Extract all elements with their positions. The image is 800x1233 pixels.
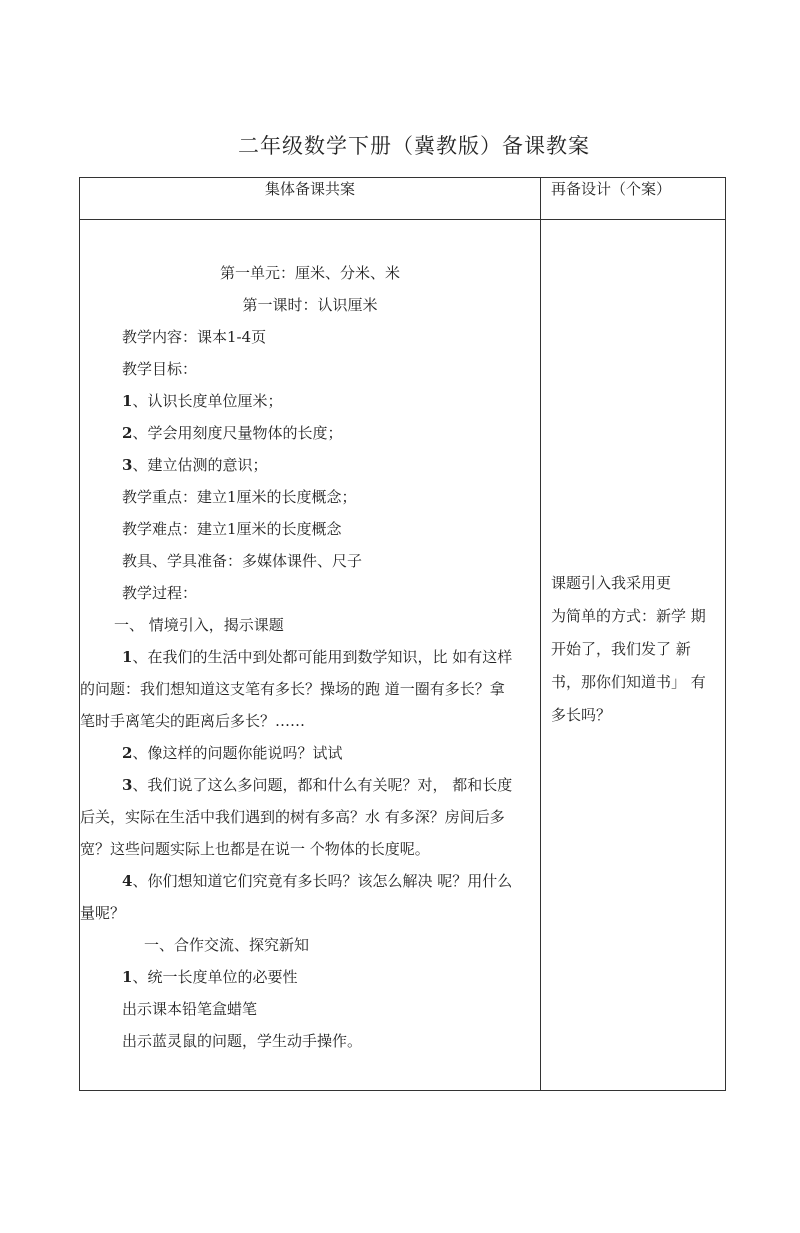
paragraph-4-line-2: 量呢？: [80, 904, 126, 922]
paragraph-1-number: 1: [122, 648, 133, 666]
paragraph-2-text: 、像这样的问题你能说吗？试试: [132, 744, 343, 762]
paragraph-4: [80, 865, 540, 929]
paragraph-1-line-1: 、在我们的生活中到处都可能用到数学知识，比 如有这样: [132, 648, 513, 666]
section-2-item-1-number: 1: [122, 968, 133, 986]
goal-item-2: [80, 417, 540, 449]
lesson-content: [80, 220, 540, 1057]
paragraph-4-number: 4: [122, 872, 133, 890]
paragraph-2: [80, 737, 540, 769]
header-collective-plan: 集体备课共案: [80, 178, 541, 220]
process-label: 教学过程：: [122, 584, 198, 602]
show-problem-line: 出示蓝灵鼠的问题，学生动手操作。: [122, 1032, 363, 1050]
redesign-line-1: 课题引入我采用更: [551, 574, 672, 592]
redesign-line-4: 书，那你们知道书」 有: [551, 673, 706, 691]
goal-1-number: 1: [122, 392, 133, 410]
collective-plan-cell: [80, 220, 541, 1091]
section-heading-2: 一、合作交流、探究新知: [144, 936, 310, 954]
redesign-note: [541, 220, 725, 732]
goal-item-3: [80, 449, 540, 481]
paragraph-1-line-3: 笔时手离笔尖的距离后多长？……: [80, 712, 306, 730]
header-individual-redesign: 再备设计（个案）: [541, 178, 726, 220]
teaching-materials: 教具、学具准备：多媒体课件、尺子: [122, 552, 363, 570]
section-2-item-1: [80, 961, 540, 993]
difficulty-point: 教学难点：建立1厘米的长度概念: [122, 520, 342, 538]
paragraph-3: [80, 769, 540, 865]
teaching-content: 教学内容：课本1-4页: [122, 328, 267, 346]
goal-2-text: 、学会用刻度尺量物体的长度；: [132, 424, 343, 442]
lesson-plan-table: [79, 177, 726, 1091]
goals-label: 教学目标：: [122, 360, 198, 378]
paragraph-3-line-3: 宽？这些问题实际上也都是在说一 个物体的长度呢。: [80, 840, 430, 858]
goal-item-1: [80, 385, 540, 417]
goal-3-number: 3: [122, 456, 133, 474]
unit-heading: 第一单元：厘米、分米、米: [219, 264, 400, 282]
document-title: 二年级数学下册（冀教版）备课教案: [238, 134, 590, 158]
paragraph-4-line-1: 、你们想知道它们究竟有多长吗？该怎么解决 呢？用什么: [132, 872, 513, 890]
redesign-line-5: 多长吗？: [551, 706, 612, 724]
goal-3-text: 、建立估测的意识；: [132, 456, 268, 474]
redesign-line-2: 为简单的方式：新学 期: [551, 607, 706, 625]
key-point: 教学重点：建立1厘米的长度概念；: [122, 488, 357, 506]
paragraph-2-number: 2: [122, 744, 133, 762]
redesign-line-3: 开始了，我们发了 新: [551, 640, 691, 658]
section-heading-1: 一、 情境引入，揭示课题: [114, 616, 284, 634]
period-heading: 第一课时：认识厘米: [242, 296, 378, 314]
individual-redesign-cell: [541, 220, 726, 1091]
goal-2-number: 2: [122, 424, 133, 442]
goal-1-text: 、认识长度单位厘米；: [132, 392, 283, 410]
table-body-row: [80, 220, 726, 1091]
paragraph-3-line-1: 、我们说了这么多问题，都和什么有关呢？对， 都和长度: [132, 776, 513, 794]
table-header-row: [80, 178, 726, 220]
show-materials-line: 出示课本铅笔盒蜡笔: [122, 1000, 258, 1018]
section-2-item-1-text: 、统一长度单位的必要性: [132, 968, 298, 986]
paragraph-3-line-2: 后关，实际在生活中我们遇到的树有多高？水 有多深？房间后多: [80, 808, 505, 826]
paragraph-1-line-2: 的问题：我们想知道这支笔有多长？操场的跑 道一圈有多长？拿: [80, 680, 505, 698]
paragraph-1: [80, 641, 540, 737]
paragraph-3-number: 3: [122, 776, 133, 794]
